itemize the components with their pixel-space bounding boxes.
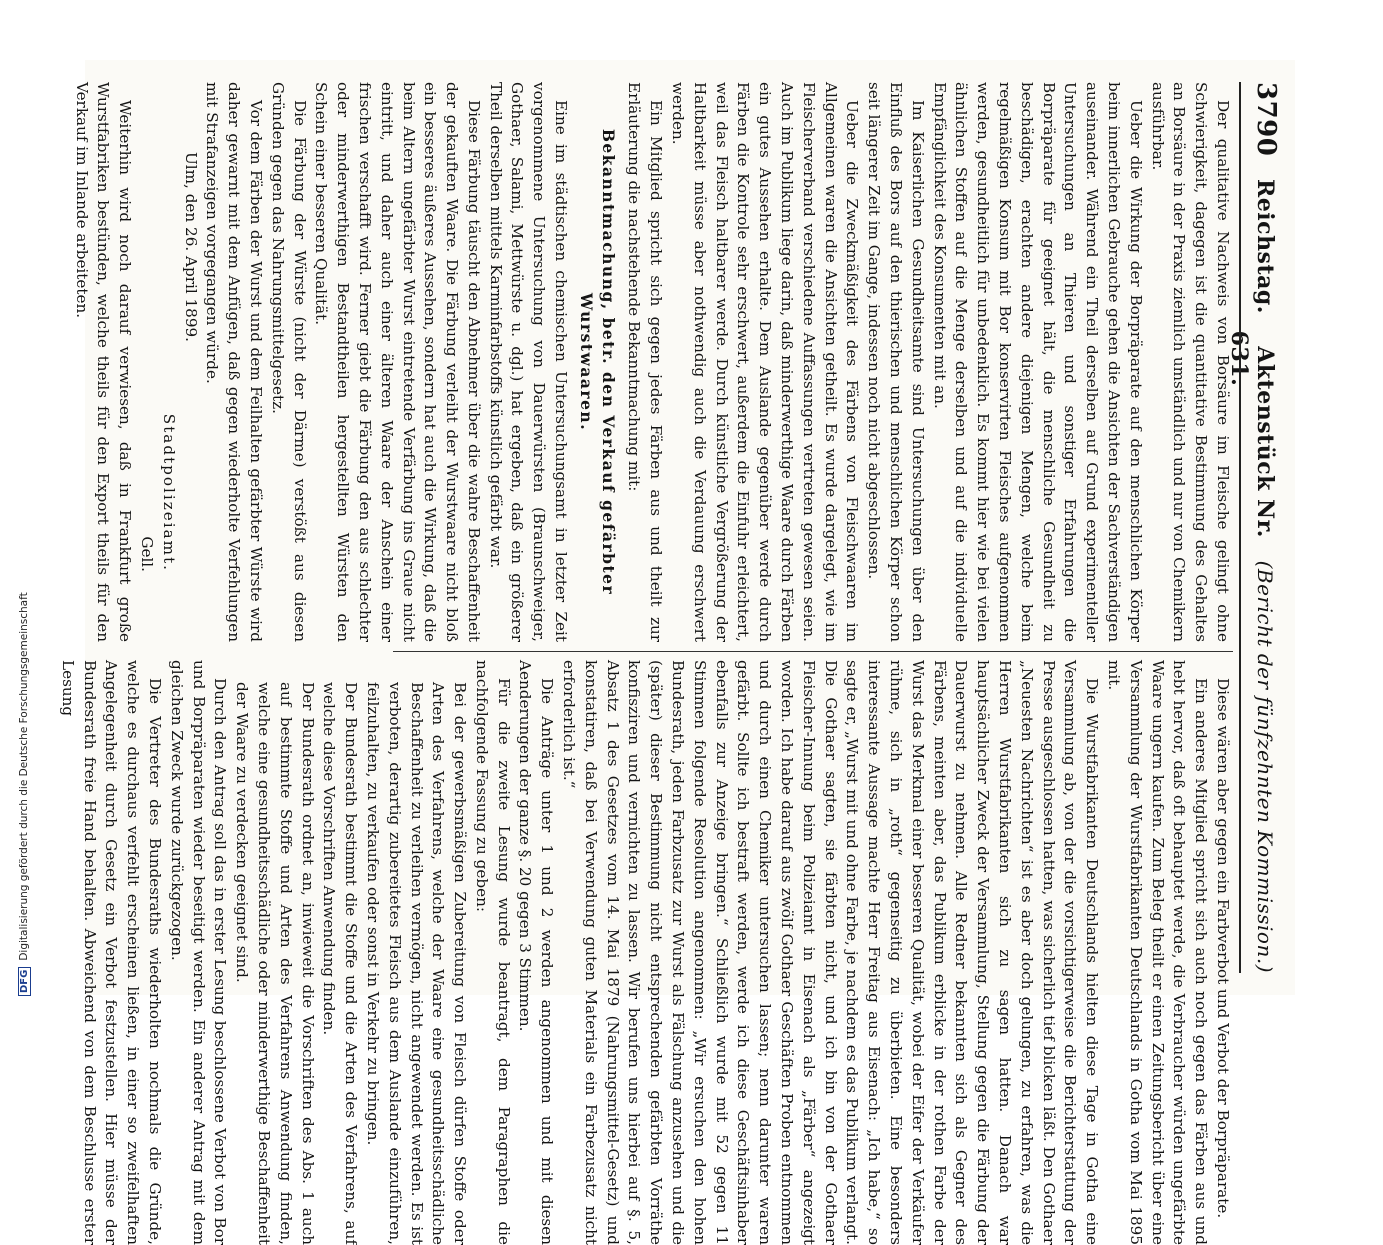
- notice-paragraph: Die Färbung der Würste (nicht der Därme) verstößt aus diesen Gründen gegen das Nahrungsmittelgesetz.: [268, 82, 309, 642]
- paragraph: Weiterhin wird noch darauf verwiesen, daß in Frankfurt große Wurstfabriken bestünden, welche theils für den Export theils für den Verkauf im Inlande arbeiteten.: [72, 82, 135, 642]
- paragraph: Im Kaiserlichen Gesundheitsamte sind Untersuchungen über den Einfluß des Bors auf den thierischen und menschlichen Körper schon seit längerer Zeit im Gange, indessen noch nicht abgeschlossen.: [865, 82, 927, 642]
- proposal-text: Der Bundesrath bestimmt die Stoffe und die Arten des Verfahrens, auf welche diese Vorschriften Anwendung finden.: [320, 682, 361, 1245]
- paragraph: Der qualitative Nachweis von Borsäure im Fleische gelingt ohne Schwierigkeit, dagegen ist die quantitative Bestimmung des Gehaltes an Borsäure in der Praxis ziemlich umständlich und nur von Chemikern ausführbar.: [1148, 82, 1232, 642]
- credit-text: Digitalisierung gefördert durch die Deutsche Forschungsgemeinschaft: [18, 592, 30, 961]
- header-rule: [1239, 82, 1241, 973]
- document-number: Aktenstück Nr. 631.: [1226, 330, 1278, 538]
- left-column: [70, 82, 1233, 642]
- running-head: [1226, 82, 1281, 973]
- dfg-logo: DFG: [18, 967, 31, 996]
- digitization-credit: [4, 0, 30, 1000]
- paragraph: Die Vertreter des Bundesraths wiederholten nochmals die Gründe, welche es durchaus verfehlt erscheinen ließen, in einer so zweifelhaften Angelegenheit durch Gesetz ein Verbot festzustellen. Hier müsse der Bundesrath freie Hand behalten. Abweichend von dem Beschlusse erster Lesung: [58, 660, 164, 1245]
- paragraph: Diese wären aber gegen ein Farbverbot und Verbot der Borpräparate.: [1214, 678, 1232, 1219]
- running-title: [1226, 156, 1278, 560]
- notice-paragraph: Eine im städtischen chemischen Untersuchungsamt in letzter Zeit vorgenommene Untersuchung von Dauerwürsten (Braunschweiger, Gothaer, Salami, Mettwürste u. dgl.) hat ergeben, daß ein größerer Theil derselben mittels Karminfarbstoffs künstlich gefärbt war.: [486, 82, 571, 642]
- quoted-report: Die Wurstfabrikanten Deutschlands hielten diese Tage in Gotha eine Versammlung ab, von der die vorsichtigerweise die Berichterstattung der Presse ausgeschlossen hatten, was sicherlich tief blicken läßt. Den Gothaer „Neuesten Nachrichten“ ist es aber doch gelungen, zu erfahren, was die Herren Wurstfabrikanten sich zu sagen hatten. Danach war hauptsächlicher Zweck der Versammlung, Stellung gegen die Färbung der Dauerwurst zu nehmen. Alle Redner bekannten sich als Gegner des Färbens, meinten aber, das Publikum erblicke in der rothen Farbe der Wurst das Merkmal einer besseren Qualität, wobei der Eifer der Verkäufer rühme, sich in „roth“ gegenseitig zu überbieten. Eine besonders interessante Aussage machte Herr Freitag aus Eisenach: „Ich habe,“ so sagte er, „Wurst mit und ohne Farbe, je nachdem es das Publikum verlangt. Die Gothaer sagten, sie färbten nicht, und ich bin von der Gothaer Fleischer-Innung beim Polizeiamt in Eisenach als „Färber“ angezeigt worden. Ich habe darauf aus zwölf Gothaer Geschäften Proben entnommen und durch einen Chemiker untersuchen lassen; nenn darunter waren gefärbt. Sollte ich bestraft werden, werde ich diese Geschäftsinhaber ebenfalls zur Anzeige bringen.“ Schließlich wurde mit 52 gegen 11 Stimmen folgende Resolution angenommen: „Wir ersuchen den hohen Bundesrath, jeden Farbzusatz zur Wurst als Fälschung anzusehen und die (später) dieser Bestimmung nicht entsprechenden gefärbten Vorräthe konfisziren und vernichten zu lassen. Wir berufen uns hierbei auf §. 5, Absatz 1 des Gesetzes vom 14. Mai 1879 (Nahrungsmittel-Gesetz) und konstatiren, daß bei Verwendung guten Materials ein Farbezusatz nicht erforderlich ist.“: [560, 660, 1102, 1245]
- notice-paragraph: Vor dem Färben der Wurst und dem Feilhalten gefärbter Würste wird daher gewarnt mit dem Anfügen, daß gegen wiederholte Verfehlungen mit Strafanzeigen vorgegangen würde.: [203, 82, 265, 642]
- scanned-page: [58, 60, 1295, 1245]
- paragraph: Für die zweite Lesung wurde beantragt, dem Paragraphen die nachfolgende Fassung zu geben:: [472, 660, 513, 1245]
- column-divider: [393, 651, 1233, 652]
- notice-heading: Bekanntmachung, betr. den Verkauf gefärbter Wurstwaaren.: [576, 128, 618, 596]
- paragraph: Ein Mitglied spricht sich gegen jedes Färben aus und theilt zur Erläuterung die nachstehende Bekanntmachung mit:: [625, 82, 666, 642]
- paragraph: Ueber die Zweckmäßigkeit des Färbens von Fleischwaaren im Allgemeinen waren die Ansichten getheilt. Es wurde dargelegt, wie im Fleischerverband verschiedene Auffassungen vertreten gewesen seien. Auch im Publikum liege darin, daß minderwerthige Waare durch Färben ein gutes Aussehen erhalte. Dem Auslande gegenüber werde durch Färben die Kontrole sehr erschwert, außerdem die Einfuhr erleichtert, weil das Fleisch haltbarer werde. Durch künstliche Vergrößerung der Haltbarkeit müsse aber nothwendig auch die Verdauung erschwert werden.: [669, 82, 862, 642]
- section-title: (Bericht der fünfzehnten Kommission.): [1253, 560, 1277, 973]
- place-date: Ulm, den 26. April 1899.: [181, 152, 200, 342]
- signature-name: Gell.: [137, 536, 156, 572]
- paragraph: Durch den Antrag soll das in erster Lesung beschlossene Verbot von Bor und Borpräparaten wieder beseitigt werden. Ein anderer Antrag mit dem gleichen Zweck wurde zurückgezogen.: [167, 660, 230, 1245]
- publication-title: Reichstag.: [1252, 179, 1278, 314]
- notice-paragraph: Diese Färbung täuscht den Abnehmer über die wahre Beschaffenheit der gekauften Waare. Die Färbung verleiht der Wurstwaare nicht bloß ein besseres äußeres Aussehen, sondern hat auch die Wirkung, daß die beim Altern ungefärbter Wurst eintretende Verfärbung ins Graue nicht eintritt, und daher auch einer älteren Waare der Anschein einer frischen verschafft wird. Ferner giebt die Färbung den aus schlechter oder minderwerthigen Bestandtheilen hergestellten Würsten den Schein einer besseren Qualität.: [312, 82, 483, 642]
- page-number: 3790: [1251, 82, 1281, 157]
- paragraph: Ein anderes Mitglied spricht sich auch noch gegen das Färben aus und hebt hervor, daß oft behauptet werde, die Verbraucher würden ungefärbte Waare ungern kaufen. Zum Beleg theilt er einen Zeitungsbericht über eine Versammlung der Wurstfabrikanten Deutschlands in Gotha vom Mai 1895 mit.: [1105, 660, 1211, 1245]
- paragraph: Die Anträge unter 1 und 2 werden angenommen und mit diesen Aenderungen der ganze §. 20 gegen 3 Stimmen.: [516, 660, 557, 1245]
- proposal-text: Bei der gewerbsmäßigen Zubereitung von Fleisch dürfen Stoffe oder Arten des Verfahrens, welche der Waare eine gesundheitsschädliche Beschaffenheit zu verleihen vermögen, nicht angewendet werden. Es ist verboten, derartig zubereitetes Fleisch aus dem Auslande einzuführen, feilzuhalten, zu verkaufen oder sonst in Verkehr zu bringen.: [363, 682, 470, 1245]
- signature-office: Stadtpolizeiamt.: [159, 413, 178, 572]
- paragraph: Ueber die Wirkung der Borpräparate auf den menschlichen Körper beim innerlichen Gebrauche gehen die Ansichten der Sachverständigen auseinander. Während ein Theil derselben auf Grund experimenteller Untersuchungen an Thieren und sonstiger Erfahrungen die Borpräparate für geeignet hält, die menschliche Gesundheit zu beschädigen, erachten andere diejenigen Mengen, welche beim regelmäßigen Konsum mit Bor konservirten Fleisches aufgenommen werden, gesundheitlich für unbedenklich. Es kommt hier wie bei vielen ähnlichen Stoffen auf die Menge derselben und auf die individuelle Empfänglichkeit des Konsumenten mit an.: [930, 82, 1145, 642]
- proposal-text: Der Bundesrath ordnet an, inwieweit die Vorschriften des Abs. 1 auch auf bestimmte Stoffe und Arten des Verfahrens Anwendung finden, welche eine gesundheitsschädliche oder minderwerthige Beschaffenheit der Waare zu verdecken geeignet sind.: [233, 682, 317, 1245]
- right-column: [56, 660, 1233, 1245]
